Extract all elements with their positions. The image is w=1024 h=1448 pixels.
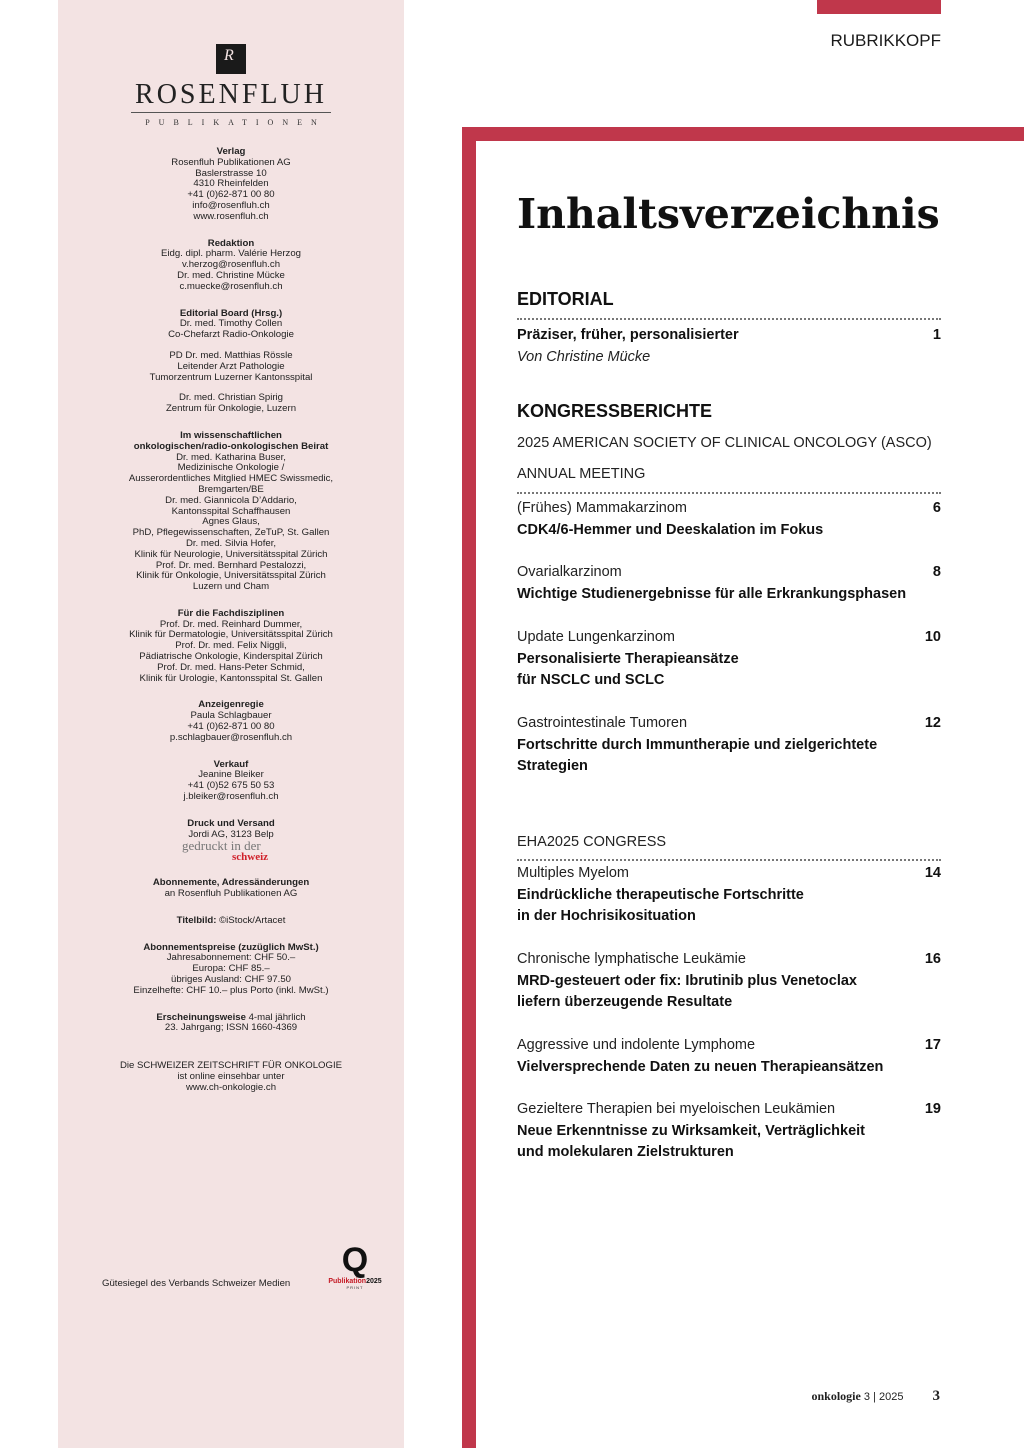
imprint-verlag [60, 147, 402, 223]
page-footer [811, 1388, 940, 1405]
entry-page: 8 [932, 564, 941, 580]
gedruckt-in-der-schweiz-logo: gedruckt in der schweiz [182, 838, 269, 864]
logo-subtitle: PUBLIKATIONEN [145, 118, 326, 127]
imprint-line: p.schlagbauer@rosenfluh.ch [169, 731, 293, 743]
imprint-line: Europa: CHF 85.– [192, 963, 270, 975]
entry-headline: und molekularen Zielstrukturen [517, 1144, 734, 1160]
toc-entry[interactable] [517, 1099, 941, 1164]
imprint-heading: Abonnemente, Adressänderungen [152, 877, 310, 889]
imprint-line: +41 (0)52 675 50 53 [187, 780, 275, 792]
entry-kicker: Ovarialkarzinom [517, 564, 622, 580]
dotted-divider [517, 318, 941, 320]
imprint-heading: Verkauf [213, 758, 249, 770]
imprint-line: j.bleiker@rosenfluh.ch [183, 791, 279, 803]
imprint-heading: Redaktion [207, 237, 255, 249]
imprint-line: Jeanine Bleiker [198, 769, 264, 781]
logo-mark-icon: R [216, 44, 246, 74]
logo-divider [131, 112, 331, 113]
imprint-line: Rosenfluh Publikationen AG [171, 156, 291, 168]
toc-entry[interactable] [517, 498, 941, 541]
imprint-line: Jahresabonnement: CHF 50.– [166, 952, 296, 964]
entry-kicker: Multiples Myelom [517, 865, 629, 881]
imprint-line: www.rosenfluh.ch [193, 210, 269, 222]
imprint-line: an Rosenfluh Publikationen AG [164, 888, 298, 900]
imprint [60, 147, 402, 1105]
imprint-board [60, 309, 402, 415]
imprint-line: 4310 Rheinfelden [193, 178, 269, 190]
entry-page: 14 [924, 865, 941, 881]
toc-entry[interactable] [517, 562, 941, 605]
imprint-line: Dr. med. Katharina Buser, [176, 451, 286, 463]
entry-headline: Vielversprechende Daten zu neuen Therapieansätzen [517, 1058, 884, 1075]
imprint-anzeigenregie [60, 700, 402, 743]
entry-page: 6 [932, 500, 941, 516]
imprint-line: v.herzog@rosenfluh.ch [181, 259, 281, 271]
imprint-heading: Abonnementspreise (zuzüglich MwSt.) [143, 941, 319, 953]
entry-kicker: (Frühes) Mammakarzinom [517, 500, 687, 516]
imprint-heading: onkologischen/radio-onkologischen Beirat [133, 440, 329, 452]
entry-kicker: Chronische lymphatische Leukämie [517, 951, 746, 967]
imprint-online [60, 1061, 402, 1093]
footer-magazine: onkologie [811, 1389, 861, 1403]
header-accent-bar [817, 0, 941, 14]
entry-kicker: Update Lungenkarzinom [517, 629, 675, 645]
dotted-divider [517, 492, 941, 494]
imprint-line: Baslerstrasse 10 [195, 167, 267, 179]
imprint-line: Zentrum für Onkologie, Luzern [165, 403, 297, 415]
entry-page: 10 [924, 629, 941, 645]
toc-entry[interactable] [517, 627, 941, 692]
rubrik-header: RUBRIKKOPF [830, 31, 941, 50]
imprint-line: info@rosenfluh.ch [192, 199, 270, 211]
guetesiegel-text: Gütesiegel des Verbands Schweizer Medien [102, 1278, 291, 1289]
toc-entry[interactable] [517, 863, 941, 928]
imprint-line: PhD, Pflegewissenschaften, ZeTuP, St. Gallen [132, 527, 330, 539]
imprint-line: Klinik für Neurologie, Universitätsspital Zürich [134, 548, 328, 560]
imprint-line: +41 (0)62-871 00 80 [187, 189, 275, 201]
imprint-line: Medizinische Onkologie / [177, 462, 285, 474]
entry-page: 16 [924, 951, 941, 967]
imprint-line: Luzern und Cham [192, 581, 270, 593]
imprint-heading: Für die Fachdisziplinen [177, 607, 285, 619]
imprint-line: Jordi AG, 3123 Belp [188, 828, 274, 840]
imprint-line: Klinik für Onkologie, Universitätsspital Zürich [136, 570, 326, 582]
imprint-line: Ausserordentliches Mitglied HMEC Swissmedic, [128, 473, 334, 485]
imprint-line: Prof. Dr. med. Hans-Peter Schmid, [157, 661, 305, 673]
imprint-abonnemente [60, 878, 402, 900]
imprint-fachdisziplinen [60, 609, 402, 685]
section-heading-kongressberichte: KONGRESSBERICHTE [517, 401, 713, 421]
imprint-line: Kantonsspital Schaffhausen [171, 505, 291, 517]
entry-headline: Strategien [517, 758, 588, 774]
toc-entry[interactable] [517, 713, 941, 778]
imprint-line: www.ch-onkologie.ch [185, 1081, 277, 1093]
imprint-line: Paula Schlagbauer [190, 710, 272, 722]
imprint-line: Dr. med. Christine Mücke [177, 269, 285, 281]
imprint-line: Prof. Dr. med. Felix Niggli, [175, 640, 287, 652]
entry-kicker: Gezieltere Therapien bei myeloischen Leukämien [517, 1101, 836, 1117]
imprint-line: Klinik für Urologie, Kantonsspital St. Gallen [139, 672, 323, 684]
imprint-preise [60, 943, 402, 997]
imprint-heading: Druck und Versand [187, 817, 275, 829]
imprint-line: Bremgarten/BE [198, 483, 264, 495]
frame-left-bar [462, 127, 476, 1448]
imprint-line: Pädiatrische Onkologie, Kinderspital Zürich [139, 651, 323, 663]
entry-author: Von Christine Mücke [517, 348, 651, 365]
imprint-line: ©iStock/Artacet [216, 914, 286, 926]
imprint-line: Prof. Dr. med. Reinhard Dummer, [159, 618, 303, 630]
publikation-seal-icon: Q Publikation2025 PRINT [328, 1241, 382, 1290]
imprint-line: ist online einsehbar unter [177, 1071, 285, 1082]
footer-issue: 3 | 2025 [863, 1391, 904, 1403]
frame-top-bar [462, 127, 1024, 141]
imprint-line: übriges Ausland: CHF 97.50 [171, 974, 291, 986]
imprint-redaktion [60, 239, 402, 293]
entry-page: 1 [932, 327, 941, 343]
section-heading-editorial: EDITORIAL [517, 289, 614, 309]
entry-headline: Neue Erkenntnisse zu Wirksamkeit, Verträglichkeit [517, 1122, 866, 1139]
imprint-heading: Verlag [216, 146, 246, 157]
entry-headline: MRD-gesteuert oder fix: Ibrutinib plus Venetoclax [517, 972, 857, 989]
imprint-line: c.muecke@rosenfluh.ch [179, 280, 283, 292]
imprint-line: Die SCHWEIZER ZEITSCHRIFT FÜR ONKOLOGIE [119, 1060, 343, 1072]
imprint-line: +41 (0)62-871 00 80 [187, 721, 275, 733]
entry-headline: Wichtige Studienergebnisse für alle Erkrankungsphasen [517, 585, 907, 602]
logo-name: ROSENFLUH [135, 79, 327, 110]
imprint-heading: Editorial Board (Hrsg.) [179, 307, 283, 319]
imprint-erscheinung [60, 1013, 402, 1035]
entry-headline: Eindrückliche therapeutische Fortschritte [517, 886, 804, 903]
imprint-heading: Im wissenschaftlichen [180, 429, 282, 441]
entry-kicker: Aggressive und indolente Lymphome [517, 1037, 756, 1053]
imprint-heading: Titelbild: [176, 914, 217, 926]
entry-headline: Personalisierte Therapieansätze [517, 650, 739, 667]
entry-page: 17 [924, 1037, 941, 1053]
imprint-heading: Anzeigenregie [198, 699, 264, 711]
congress-name: 2025 AMERICAN SOCIETY OF CLINICAL ONCOLOGY (ASCO) [517, 435, 932, 451]
imprint-line: Einzelhefte: CHF 10.– plus Porto (inkl. MwSt.) [133, 984, 329, 996]
imprint-line: Dr. med. Giannicola D’Addario, [165, 494, 297, 506]
entry-headline: liefern überzeugende Resultate [517, 994, 733, 1010]
imprint-line: 4-mal jährlich [245, 1011, 306, 1023]
imprint-line: Dr. med. Silvia Hofer, [185, 537, 277, 549]
publisher-logo [58, 44, 404, 127]
imprint-heading: Erscheinungsweise [156, 1011, 246, 1023]
imprint-line: PD Dr. med. Matthias Rössle [169, 349, 293, 361]
imprint-verkauf [60, 760, 402, 803]
imprint-druck [60, 819, 402, 867]
entry-page: 19 [924, 1101, 941, 1117]
imprint-line: Co-Chefarzt Radio-Onkologie [168, 329, 294, 341]
entry-headline: Fortschritte durch Immuntherapie und zielgerichtete [517, 736, 878, 753]
entry-headline: für NSCLC und SCLC [517, 672, 665, 688]
imprint-line: Dr. med. Timothy Collen [179, 318, 283, 330]
imprint-line: Tumorzentrum Luzerner Kantonsspital [149, 371, 313, 383]
toc-entry[interactable] [517, 1035, 941, 1078]
entry-headline: in der Hochrisikosituation [517, 908, 696, 924]
congress-name-line2: ANNUAL MEETING [517, 466, 646, 482]
toc-entry[interactable] [517, 325, 941, 368]
entry-kicker: Gastrointestinale Tumoren [517, 715, 688, 731]
footer-page-number: 3 [932, 1388, 940, 1404]
imprint-line: Prof. Dr. med. Bernhard Pestalozzi, [155, 559, 307, 571]
toc-entry[interactable] [517, 949, 941, 1014]
entry-headline: Präziser, früher, personalisierter [517, 327, 739, 343]
imprint-line: 23. Jahrgang; ISSN 1660-4369 [164, 1022, 298, 1034]
entry-page: 12 [924, 715, 941, 731]
entry-headline: CDK4/6-Hemmer und Deeskalation im Fokus [517, 521, 824, 538]
imprint-line: Klinik für Dermatologie, Universitätsspital Zürich [129, 629, 333, 641]
imprint-line: Eidg. dipl. pharm. Valérie Herzog [160, 248, 302, 260]
imprint-line: Leitender Arzt Pathologie [177, 360, 285, 372]
imprint-titelbild [60, 916, 402, 927]
page-title: Inhaltsverzeichnis [517, 190, 940, 238]
imprint-beirat [60, 431, 402, 593]
imprint-line: Dr. med. Christian Spirig [179, 392, 283, 404]
imprint-line: Agnes Glaus, [202, 516, 260, 528]
congress-name: EHA2025 CONGRESS [517, 834, 667, 850]
dotted-divider [517, 859, 941, 861]
